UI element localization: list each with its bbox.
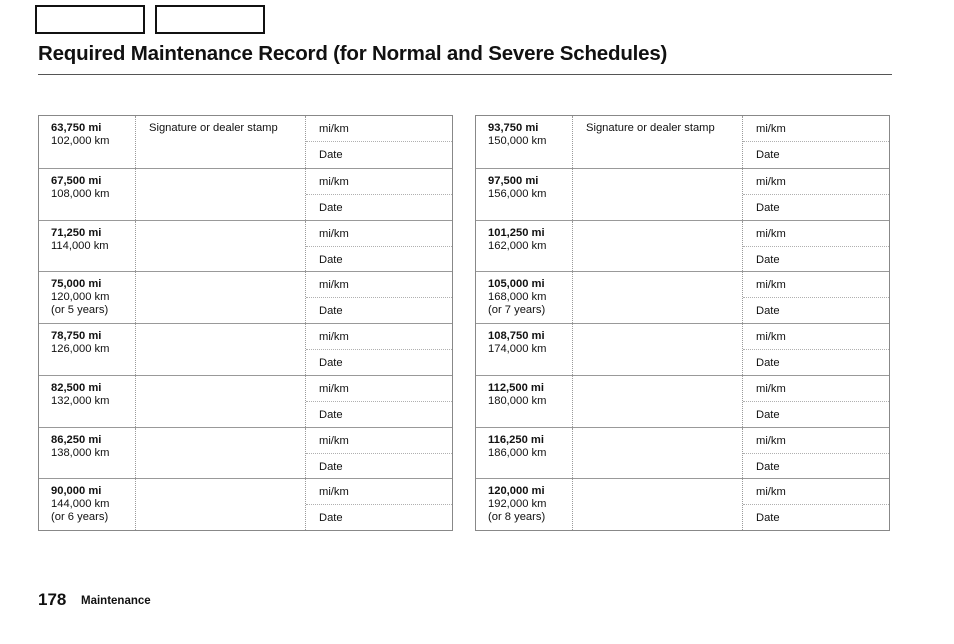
mileage-date-entry[interactable] bbox=[742, 324, 889, 375]
mileage-cell bbox=[476, 169, 572, 220]
date-label: Date bbox=[319, 305, 343, 318]
record-row bbox=[476, 323, 889, 375]
miles-value: 93,750 mi bbox=[488, 122, 539, 134]
signature-stamp-field[interactable] bbox=[135, 116, 305, 168]
maintenance-record-table-right bbox=[475, 115, 890, 531]
miles-value: 120,000 mi bbox=[488, 485, 545, 498]
date-label: Date bbox=[319, 408, 343, 421]
date-label: Date bbox=[756, 460, 780, 473]
date-label: Date bbox=[756, 149, 780, 161]
kilometers-value: 156,000 km bbox=[488, 187, 547, 200]
record-row bbox=[476, 220, 889, 272]
mikm-label: mi/km bbox=[756, 227, 786, 240]
signature-stamp-field[interactable] bbox=[572, 479, 742, 530]
mileage-date-entry[interactable] bbox=[742, 116, 889, 168]
entry-divider bbox=[306, 141, 452, 142]
signature-stamp-field[interactable] bbox=[572, 376, 742, 427]
mileage-date-entry[interactable] bbox=[742, 169, 889, 220]
years-value: (or 7 years) bbox=[488, 304, 546, 317]
entry-divider bbox=[743, 453, 889, 454]
signature-stamp-field[interactable] bbox=[135, 324, 305, 375]
kilometers-value: 126,000 km bbox=[51, 343, 110, 355]
record-row bbox=[39, 220, 452, 272]
record-row bbox=[476, 478, 889, 530]
kilometers-value: 162,000 km bbox=[488, 239, 547, 252]
page-title: Required Maintenance Record (for Normal and Severe Schedules) bbox=[38, 42, 668, 65]
date-label: Date bbox=[756, 512, 780, 525]
mileage-date-entry[interactable] bbox=[305, 479, 452, 530]
section-name: Maintenance bbox=[81, 595, 151, 607]
mileage-cell bbox=[476, 221, 572, 272]
record-row bbox=[476, 427, 889, 479]
miles-value: 67,500 mi bbox=[51, 174, 102, 187]
mileage-date-entry[interactable] bbox=[742, 428, 889, 479]
record-row bbox=[39, 116, 452, 168]
kilometers-value: 150,000 km bbox=[488, 135, 547, 147]
miles-value: 90,000 mi bbox=[51, 485, 102, 498]
record-row bbox=[476, 168, 889, 220]
entry-divider bbox=[306, 401, 452, 402]
entry-divider bbox=[306, 194, 452, 195]
signature-stamp-field[interactable] bbox=[135, 272, 305, 323]
date-label: Date bbox=[756, 408, 780, 421]
mikm-label: mi/km bbox=[319, 175, 349, 188]
record-row bbox=[39, 323, 452, 375]
record-row bbox=[39, 168, 452, 220]
mikm-label: mi/km bbox=[756, 382, 786, 395]
mileage-cell bbox=[476, 479, 572, 530]
nav-tab-left[interactable] bbox=[35, 5, 145, 34]
miles-value: 97,500 mi bbox=[488, 174, 539, 187]
kilometers-value: 102,000 km bbox=[51, 135, 110, 147]
title-rule bbox=[38, 74, 892, 75]
entry-divider bbox=[743, 349, 889, 350]
mileage-date-entry[interactable] bbox=[305, 324, 452, 375]
mikm-label: mi/km bbox=[756, 486, 786, 499]
signature-stamp-field[interactable] bbox=[572, 272, 742, 323]
mikm-label: mi/km bbox=[756, 175, 786, 188]
mileage-cell bbox=[39, 376, 135, 427]
mikm-label: mi/km bbox=[756, 123, 786, 135]
mileage-cell bbox=[39, 428, 135, 479]
mileage-cell bbox=[476, 324, 572, 375]
entry-divider bbox=[306, 504, 452, 505]
kilometers-value: 108,000 km bbox=[51, 187, 110, 200]
signature-stamp-label: Signature or dealer stamp bbox=[149, 122, 278, 134]
signature-stamp-field[interactable] bbox=[135, 376, 305, 427]
record-row bbox=[476, 271, 889, 323]
record-row bbox=[39, 375, 452, 427]
kilometers-value: 144,000 km bbox=[51, 498, 110, 511]
signature-stamp-field[interactable] bbox=[572, 324, 742, 375]
mileage-date-entry[interactable] bbox=[305, 272, 452, 323]
kilometers-value: 180,000 km bbox=[488, 394, 547, 407]
date-label: Date bbox=[756, 201, 780, 214]
kilometers-value: 168,000 km bbox=[488, 291, 547, 304]
mikm-label: mi/km bbox=[319, 123, 349, 135]
mileage-cell bbox=[39, 479, 135, 530]
entry-divider bbox=[743, 504, 889, 505]
page-number: 178 bbox=[38, 590, 67, 609]
mikm-label: mi/km bbox=[319, 434, 349, 447]
mileage-date-entry[interactable] bbox=[742, 221, 889, 272]
mileage-date-entry[interactable] bbox=[742, 479, 889, 530]
signature-stamp-field[interactable] bbox=[135, 428, 305, 479]
miles-value: 78,750 mi bbox=[51, 330, 102, 342]
kilometers-value: 138,000 km bbox=[51, 446, 110, 459]
date-label: Date bbox=[319, 253, 343, 266]
entry-divider bbox=[306, 349, 452, 350]
entry-divider bbox=[743, 297, 889, 298]
years-value: (or 5 years) bbox=[51, 304, 109, 317]
entry-divider bbox=[306, 246, 452, 247]
signature-stamp-field[interactable] bbox=[572, 169, 742, 220]
signature-stamp-field[interactable] bbox=[135, 221, 305, 272]
kilometers-value: 174,000 km bbox=[488, 343, 547, 355]
mikm-label: mi/km bbox=[319, 382, 349, 395]
date-label: Date bbox=[319, 460, 343, 473]
maintenance-record-table-left bbox=[38, 115, 453, 531]
kilometers-value: 120,000 km bbox=[51, 291, 110, 304]
miles-value: 86,250 mi bbox=[51, 433, 102, 446]
years-value: (or 6 years) bbox=[51, 511, 109, 524]
kilometers-value: 114,000 km bbox=[51, 239, 109, 252]
entry-divider bbox=[743, 141, 889, 142]
mileage-date-entry[interactable] bbox=[305, 116, 452, 168]
signature-stamp-label: Signature or dealer stamp bbox=[586, 122, 715, 134]
mileage-date-entry[interactable] bbox=[305, 221, 452, 272]
entry-divider bbox=[743, 246, 889, 247]
mikm-label: mi/km bbox=[756, 279, 786, 292]
date-label: Date bbox=[319, 512, 343, 525]
record-row bbox=[39, 271, 452, 323]
mileage-cell bbox=[39, 169, 135, 220]
entry-divider bbox=[306, 453, 452, 454]
signature-stamp-field[interactable] bbox=[135, 169, 305, 220]
mileage-date-entry[interactable] bbox=[305, 376, 452, 427]
record-row bbox=[39, 478, 452, 530]
miles-value: 105,000 mi bbox=[488, 278, 545, 291]
miles-value: 112,500 mi bbox=[488, 381, 544, 394]
mileage-cell bbox=[476, 376, 572, 427]
signature-stamp-field[interactable] bbox=[572, 116, 742, 168]
date-label: Date bbox=[756, 253, 780, 266]
mileage-cell bbox=[39, 221, 135, 272]
entry-divider bbox=[306, 297, 452, 298]
miles-value: 82,500 mi bbox=[51, 381, 102, 394]
record-row bbox=[476, 375, 889, 427]
signature-stamp-field[interactable] bbox=[135, 479, 305, 530]
date-label: Date bbox=[319, 201, 343, 214]
miles-value: 63,750 mi bbox=[51, 122, 102, 134]
mikm-label: mi/km bbox=[319, 331, 349, 343]
kilometers-value: 132,000 km bbox=[51, 394, 110, 407]
kilometers-value: 192,000 km bbox=[488, 498, 547, 511]
mikm-label: mi/km bbox=[319, 279, 349, 292]
miles-value: 71,250 mi bbox=[51, 226, 102, 239]
record-row bbox=[39, 427, 452, 479]
mileage-cell bbox=[476, 116, 572, 168]
mileage-date-entry[interactable] bbox=[305, 169, 452, 220]
date-label: Date bbox=[319, 149, 343, 161]
mileage-cell bbox=[39, 116, 135, 168]
miles-value: 101,250 mi bbox=[488, 226, 545, 239]
miles-value: 116,250 mi bbox=[488, 433, 544, 446]
mileage-date-entry[interactable] bbox=[305, 428, 452, 479]
years-value: (or 8 years) bbox=[488, 511, 546, 524]
signature-stamp-field[interactable] bbox=[572, 428, 742, 479]
nav-tab-right[interactable] bbox=[155, 5, 265, 34]
miles-value: 75,000 mi bbox=[51, 278, 102, 291]
mileage-cell bbox=[476, 428, 572, 479]
date-label: Date bbox=[756, 357, 780, 369]
mikm-label: mi/km bbox=[319, 486, 349, 499]
mileage-date-entry[interactable] bbox=[742, 376, 889, 427]
mikm-label: mi/km bbox=[756, 434, 786, 447]
miles-value: 108,750 mi bbox=[488, 330, 545, 342]
mileage-date-entry[interactable] bbox=[742, 272, 889, 323]
signature-stamp-field[interactable] bbox=[572, 221, 742, 272]
mileage-cell bbox=[39, 272, 135, 323]
date-label: Date bbox=[756, 305, 780, 318]
mileage-cell bbox=[476, 272, 572, 323]
mikm-label: mi/km bbox=[319, 227, 349, 240]
mikm-label: mi/km bbox=[756, 331, 786, 343]
date-label: Date bbox=[319, 357, 343, 369]
entry-divider bbox=[743, 401, 889, 402]
kilometers-value: 186,000 km bbox=[488, 446, 547, 459]
record-row bbox=[476, 116, 889, 168]
mileage-cell bbox=[39, 324, 135, 375]
entry-divider bbox=[743, 194, 889, 195]
